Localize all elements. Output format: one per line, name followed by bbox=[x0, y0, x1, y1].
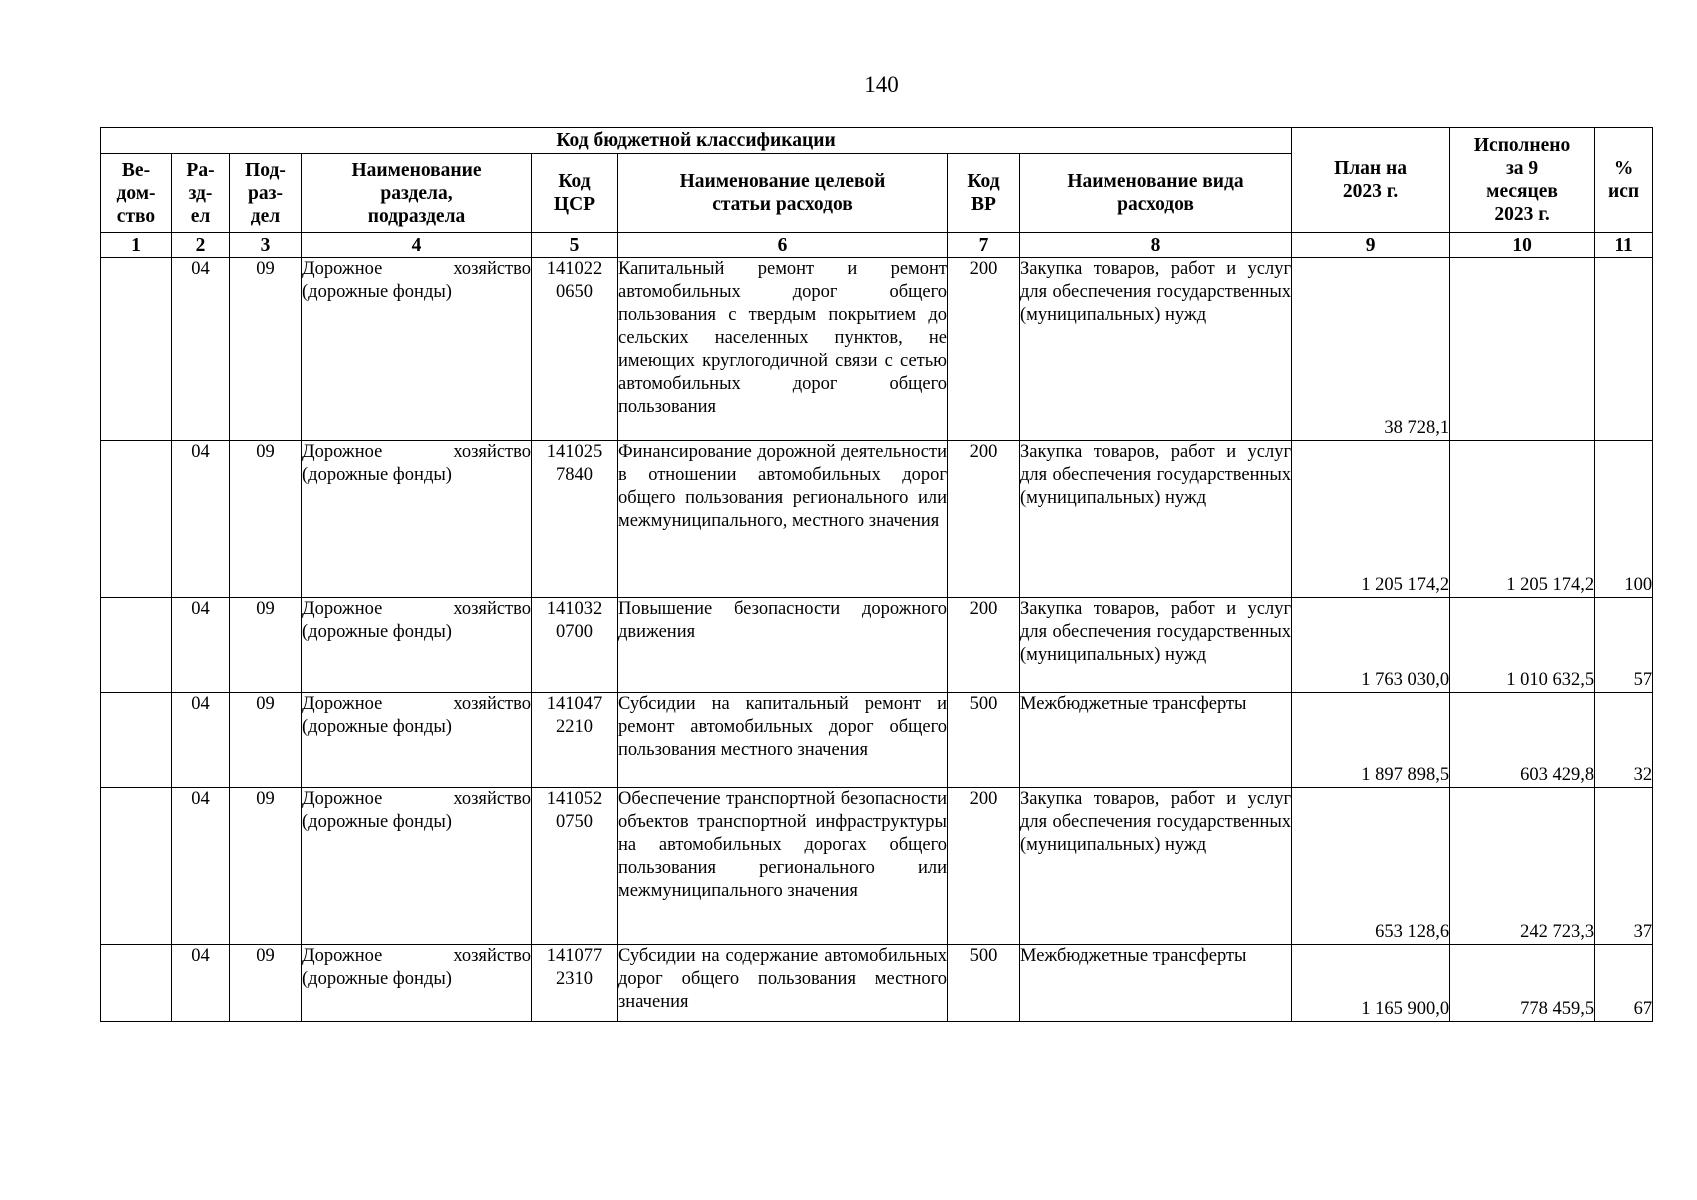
column-number: 3 bbox=[230, 233, 302, 258]
cell-razdel-name: Дорожное хозяйство (дорожные фонды) bbox=[302, 441, 532, 598]
header-executed bbox=[1450, 128, 1595, 233]
cell-target-name: Субсидии на содержание автомобильных дорог общего пользования местного значения bbox=[618, 945, 948, 1022]
cell-vedomstvo bbox=[101, 693, 172, 788]
column-number: 5 bbox=[532, 233, 618, 258]
cell-executed: 242 723,3 bbox=[1450, 788, 1595, 945]
cell-target-name: Повышение безопасности дорожного движения bbox=[618, 598, 948, 693]
cell-vedomstvo bbox=[101, 598, 172, 693]
column-number: 1 bbox=[101, 233, 172, 258]
header-razdel bbox=[172, 154, 230, 233]
cell-csr: 141022 0650 bbox=[532, 258, 618, 441]
cell-vedomstvo bbox=[101, 945, 172, 1022]
cell-podrazdel: 09 bbox=[230, 788, 302, 945]
header-podrazdel-text: Под- раз- дел bbox=[245, 159, 286, 227]
cell-razdel: 04 bbox=[172, 693, 230, 788]
cell-razdel: 04 bbox=[172, 598, 230, 693]
cell-target-name: Финансирование дорожной деятельности в отношении автомобильных дорог общего пользования регионального или межмуниципального, местного значения bbox=[618, 441, 948, 598]
cell-executed: 778 459,5 bbox=[1450, 945, 1595, 1022]
column-number: 2 bbox=[172, 233, 230, 258]
header-target-name-text: Наименование целевой статьи расходов bbox=[679, 171, 886, 215]
budget-execution-table bbox=[100, 127, 1653, 1022]
header-vr-text: Код ВР bbox=[967, 171, 1000, 215]
cell-vr: 500 bbox=[948, 945, 1020, 1022]
table-row bbox=[101, 598, 1653, 693]
cell-plan: 1 897 898,5 bbox=[1292, 693, 1450, 788]
cell-razdel-name: Дорожное хозяйство (дорожные фонды) bbox=[302, 598, 532, 693]
cell-vr: 500 bbox=[948, 693, 1020, 788]
cell-target-name: Капитальный ремонт и ремонт автомобильных дорог общего пользования с твердым покрытием до сельских населенных пунктов, не имеющих круглогодичной связи с сетью автомобильных дорог общего пользования bbox=[618, 258, 948, 441]
column-number: 9 bbox=[1292, 233, 1450, 258]
cell-csr: 141052 0750 bbox=[532, 788, 618, 945]
cell-percent: 67 bbox=[1595, 945, 1653, 1022]
header-executed-text: Исполнено за 9 месяцев 2023 г. bbox=[1473, 135, 1571, 225]
header-percent-text: % исп bbox=[1607, 158, 1640, 202]
header-plan bbox=[1292, 128, 1450, 233]
cell-percent bbox=[1595, 258, 1653, 441]
cell-razdel-name: Дорожное хозяйство (дорожные фонды) bbox=[302, 788, 532, 945]
header-vr-name-text: Наименование вида расходов bbox=[1067, 171, 1244, 215]
cell-percent: 32 bbox=[1595, 693, 1653, 788]
cell-vedomstvo bbox=[101, 788, 172, 945]
cell-executed bbox=[1450, 258, 1595, 441]
cell-percent: 37 bbox=[1595, 788, 1653, 945]
cell-podrazdel: 09 bbox=[230, 945, 302, 1022]
header-budget-classification-code: Код бюджетной классификации bbox=[101, 128, 1292, 154]
cell-target-name: Субсидии на капитальный ремонт и ремонт автомобильных дорог общего пользования местного значения bbox=[618, 693, 948, 788]
table-row bbox=[101, 788, 1653, 945]
cell-vr-name: Закупка товаров, работ и услуг для обеспечения государственных (муниципальных) нужд bbox=[1020, 258, 1292, 441]
table-row bbox=[101, 693, 1653, 788]
cell-vr-name: Закупка товаров, работ и услуг для обеспечения государственных (муниципальных) нужд bbox=[1020, 598, 1292, 693]
header-csr bbox=[532, 154, 618, 233]
column-number: 8 bbox=[1020, 233, 1292, 258]
cell-podrazdel: 09 bbox=[230, 598, 302, 693]
cell-vr: 200 bbox=[948, 258, 1020, 441]
cell-plan: 1 165 900,0 bbox=[1292, 945, 1450, 1022]
table-row bbox=[101, 258, 1653, 441]
cell-razdel-name: Дорожное хозяйство (дорожные фонды) bbox=[302, 693, 532, 788]
cell-vr: 200 bbox=[948, 598, 1020, 693]
header-percent bbox=[1595, 128, 1653, 233]
header-plan-text: План на 2023 г. bbox=[1334, 158, 1408, 202]
cell-razdel: 04 bbox=[172, 441, 230, 598]
column-number: 6 bbox=[618, 233, 948, 258]
cell-percent: 57 bbox=[1595, 598, 1653, 693]
cell-percent: 100 bbox=[1595, 441, 1653, 598]
cell-plan: 38 728,1 bbox=[1292, 258, 1450, 441]
column-number: 11 bbox=[1595, 233, 1653, 258]
cell-executed: 1 205 174,2 bbox=[1450, 441, 1595, 598]
cell-vr: 200 bbox=[948, 788, 1020, 945]
cell-razdel: 04 bbox=[172, 258, 230, 441]
header-vr bbox=[948, 154, 1020, 233]
cell-vr-name: Закупка товаров, работ и услуг для обеспечения государственных (муниципальных) нужд bbox=[1020, 441, 1292, 598]
cell-vr-name: Закупка товаров, работ и услуг для обеспечения государственных (муниципальных) нужд bbox=[1020, 788, 1292, 945]
cell-vr-name: Межбюджетные трансферты bbox=[1020, 945, 1292, 1022]
cell-razdel-name: Дорожное хозяйство (дорожные фонды) bbox=[302, 945, 532, 1022]
cell-vedomstvo bbox=[101, 441, 172, 598]
cell-podrazdel: 09 bbox=[230, 441, 302, 598]
cell-executed: 603 429,8 bbox=[1450, 693, 1595, 788]
cell-razdel-name: Дорожное хозяйство (дорожные фонды) bbox=[302, 258, 532, 441]
page-number: 140 bbox=[864, 72, 899, 97]
header-vr-name bbox=[1020, 154, 1292, 233]
table-row bbox=[101, 441, 1653, 598]
cell-executed: 1 010 632,5 bbox=[1450, 598, 1595, 693]
cell-vedomstvo bbox=[101, 258, 172, 441]
table-row bbox=[101, 945, 1653, 1022]
column-number: 10 bbox=[1450, 233, 1595, 258]
cell-plan: 1 205 174,2 bbox=[1292, 441, 1450, 598]
column-number: 4 bbox=[302, 233, 532, 258]
header-razdel-name-text: Наименование раздела, подраздела bbox=[351, 159, 482, 227]
header-csr-text: Код ЦСР bbox=[553, 171, 596, 215]
cell-csr: 141047 2210 bbox=[532, 693, 618, 788]
cell-csr: 141077 2310 bbox=[532, 945, 618, 1022]
cell-razdel: 04 bbox=[172, 945, 230, 1022]
header-vedomstvo bbox=[101, 154, 172, 233]
header-razdel-name bbox=[302, 154, 532, 233]
cell-plan: 1 763 030,0 bbox=[1292, 598, 1450, 693]
header-vedomstvo-text: Ве- дом- ство bbox=[116, 159, 156, 227]
cell-plan: 653 128,6 bbox=[1292, 788, 1450, 945]
cell-razdel: 04 bbox=[172, 788, 230, 945]
cell-csr: 141032 0700 bbox=[532, 598, 618, 693]
header-podrazdel bbox=[230, 154, 302, 233]
cell-vr: 200 bbox=[948, 441, 1020, 598]
header-target-name bbox=[618, 154, 948, 233]
column-number: 7 bbox=[948, 233, 1020, 258]
cell-podrazdel: 09 bbox=[230, 258, 302, 441]
cell-target-name: Обеспечение транспортной безопасности объектов транспортной инфраструктуры на автомобильных дорогах общего пользования регионального или межмуниципального значения bbox=[618, 788, 948, 945]
cell-csr: 141025 7840 bbox=[532, 441, 618, 598]
cell-vr-name: Межбюджетные трансферты bbox=[1020, 693, 1292, 788]
header-razdel-text: Ра- зд- ел bbox=[186, 159, 215, 227]
cell-podrazdel: 09 bbox=[230, 693, 302, 788]
